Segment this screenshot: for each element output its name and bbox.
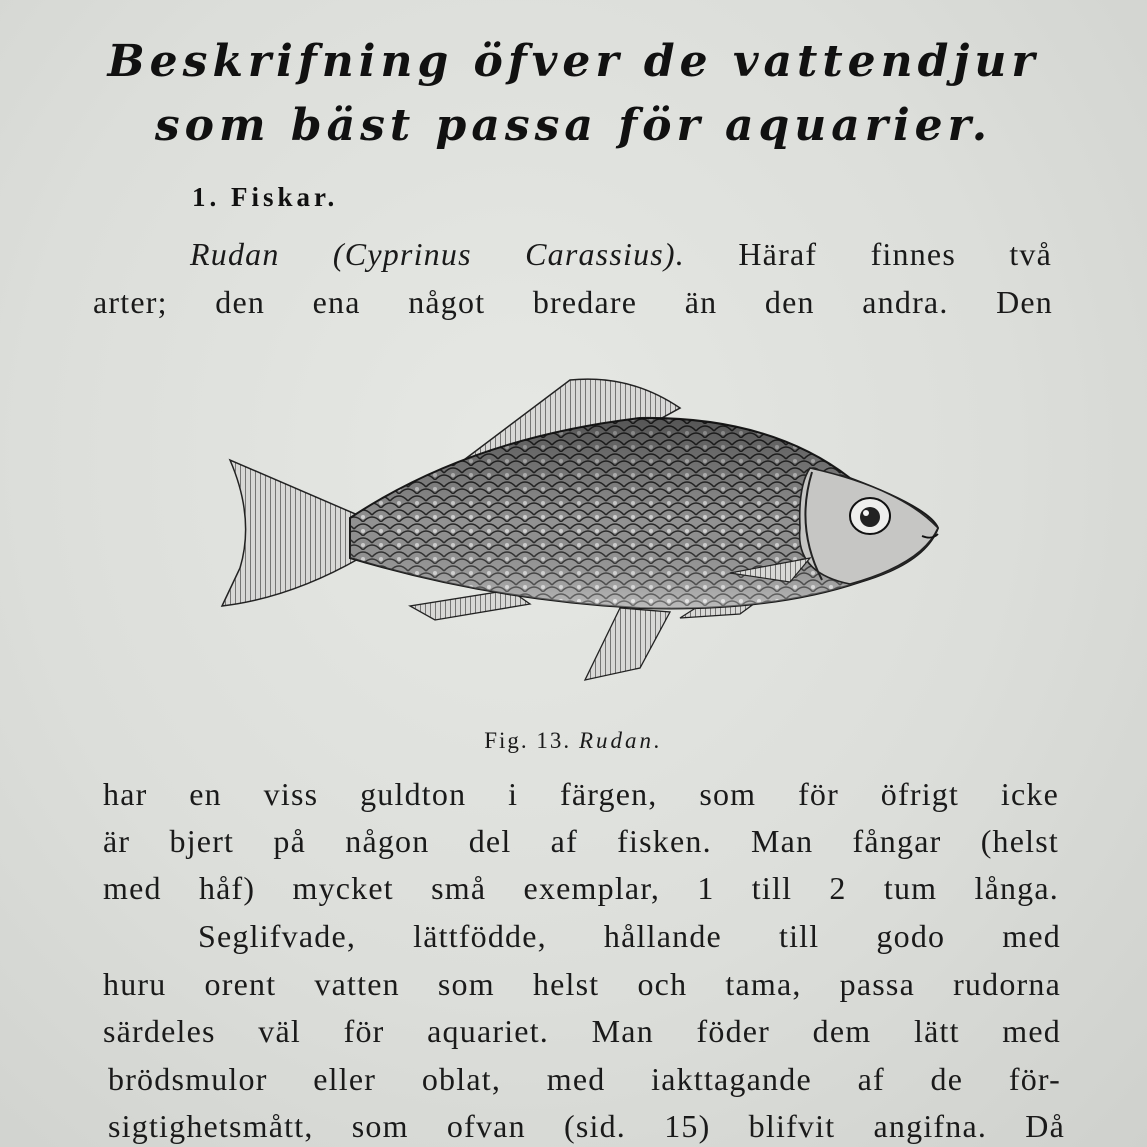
- species-latin: (Cyprinus Carassius).: [332, 236, 685, 272]
- para2-line-1: har en viss guldton i färgen, som för öfrigt icke: [103, 776, 1059, 812]
- para2-line-2: är bjert på någon del af fisken. Man fångar (helst: [103, 823, 1059, 859]
- para2-line-3: med håf) mycket små exemplar, 1 till 2 tum långa.: [103, 870, 1059, 906]
- figure-name: Rudan.: [578, 728, 663, 753]
- para3-line-2: huru orent vatten som helst och tama, passa rudorna: [103, 966, 1061, 1002]
- section-heading: 1. Fiskar.: [192, 182, 339, 212]
- heading-line-2: som bäst passa för aquarier.: [154, 100, 993, 151]
- para1-line-2: arter; den ena något bredare än den andra. Den: [93, 284, 1053, 320]
- para3-line-3: särdeles väl för aquariet. Man föder dem lätt med: [103, 1013, 1061, 1049]
- para1-line-1-rest: Häraf finnes två: [738, 236, 1053, 272]
- figure-caption: [0, 728, 1147, 754]
- species-name: Rudan: [190, 236, 280, 272]
- para3-line-1: Seglifvade, lättfödde, hållande till godo med: [198, 918, 1061, 954]
- para3-line-5: sigtighetsmått, som ofvan (sid. 15) blifvit angifna. Då: [108, 1108, 1065, 1144]
- figure-label: Fig. 13.: [484, 728, 572, 753]
- fish-engraving-illustration: [210, 368, 950, 688]
- para1-line-1: [190, 236, 1052, 273]
- para3-line-4: brödsmulor eller oblat, med iakttagande af de för-: [108, 1061, 1061, 1097]
- heading-line-1: Beskrifning öfver de vattendjur: [107, 36, 1040, 87]
